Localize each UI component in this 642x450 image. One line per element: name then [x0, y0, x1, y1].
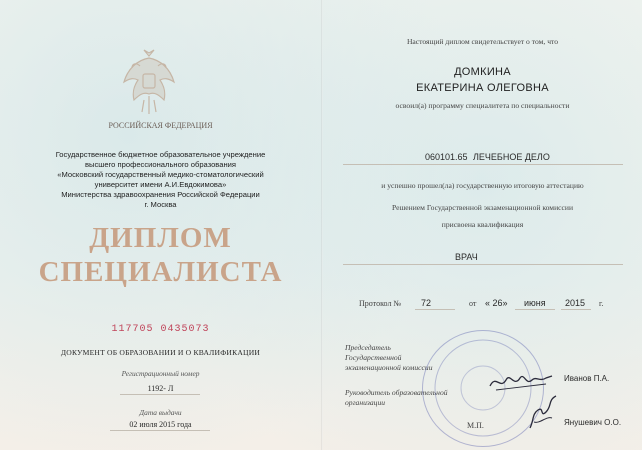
- specialty-name: ЛЕЧЕБНОЕ ДЕЛО: [473, 152, 550, 162]
- year-suffix: г.: [599, 299, 604, 308]
- issue-date-label: Дата выдачи: [139, 408, 182, 417]
- institution-line: «Московский государственный медико-стоматологический: [57, 170, 264, 179]
- chair-label-line: Государственной: [345, 353, 402, 362]
- date-from-label: от: [469, 299, 477, 308]
- stamp-place-label: М.П.: [467, 421, 484, 430]
- registration-number: 1192- Л: [147, 384, 174, 393]
- institution-line: университет имени А.И.Евдокимова»: [94, 180, 227, 189]
- institution-block: [10, 150, 311, 210]
- document-type: ДОКУМЕНТ ОБ ОБРАЗОВАНИИ И О КВАЛИФИКАЦИИ: [60, 348, 261, 357]
- diploma-title-line2: СПЕЦИАЛИСТА: [38, 256, 283, 288]
- country-label: РОССИЙСКАЯ ФЕДЕРАЦИЯ: [108, 121, 213, 130]
- qualification-underline: [343, 264, 623, 265]
- qualification: ВРАЧ: [455, 252, 478, 262]
- program-text: освоил(а) программу специалитета по специальности: [395, 101, 570, 110]
- registration-label: Регистрационный номер: [121, 369, 200, 378]
- protocol-label: Протокол №: [359, 299, 402, 308]
- head-signature: [526, 392, 560, 432]
- protocol-year: 2015: [565, 298, 586, 308]
- protocol-underline: [415, 309, 455, 310]
- chair-label: [345, 343, 433, 373]
- chair-name: Иванов П.А.: [564, 374, 610, 383]
- head-name: Янушевич О.О.: [564, 418, 622, 427]
- serial-number: 117705 0435073: [111, 324, 210, 335]
- registration-underline: [120, 394, 200, 395]
- protocol-number: 72: [421, 298, 432, 308]
- graduate-surname: ДОМКИНА: [454, 66, 511, 78]
- intro-text: Настоящий диплом свидетельствует о том, что: [406, 37, 559, 46]
- institution-line: высшего профессионального образования: [84, 160, 237, 169]
- head-label-line: Руководитель образовательной: [345, 388, 448, 397]
- issue-date: 02 июля 2015 года: [129, 420, 192, 429]
- head-label-line: организации: [345, 398, 386, 407]
- month-underline: [515, 309, 555, 310]
- protocol-day: « 26»: [485, 298, 508, 308]
- institution-line: Министерства здравоохранения Российской Федерации: [61, 190, 260, 199]
- institution-line: Государственное бюджетное образовательное учреждение: [55, 150, 266, 159]
- decision-text: Решением Государственной экзаменационной комиссии: [391, 203, 574, 212]
- specialty-code: 060101.65: [425, 152, 468, 162]
- diploma-title-line1: ДИПЛОМ: [89, 222, 232, 254]
- exam-text: и успешно прошел(ла) государственную итоговую аттестацию: [381, 181, 584, 190]
- graduate-name: ЕКАТЕРИНА ОЛЕГОВНА: [416, 82, 549, 94]
- institution-line: г. Москва: [144, 200, 177, 209]
- assigned-text: присвоена квалификация: [441, 220, 524, 229]
- year-underline: [561, 309, 591, 310]
- chair-label-line: Председатель: [345, 343, 391, 352]
- issue-date-underline: [110, 430, 210, 431]
- protocol-month: июня: [524, 298, 546, 308]
- specialty-underline: [343, 164, 623, 165]
- chair-label-line: экзаменационной комиссии: [345, 363, 433, 372]
- coat-of-arms-emblem: [118, 48, 180, 118]
